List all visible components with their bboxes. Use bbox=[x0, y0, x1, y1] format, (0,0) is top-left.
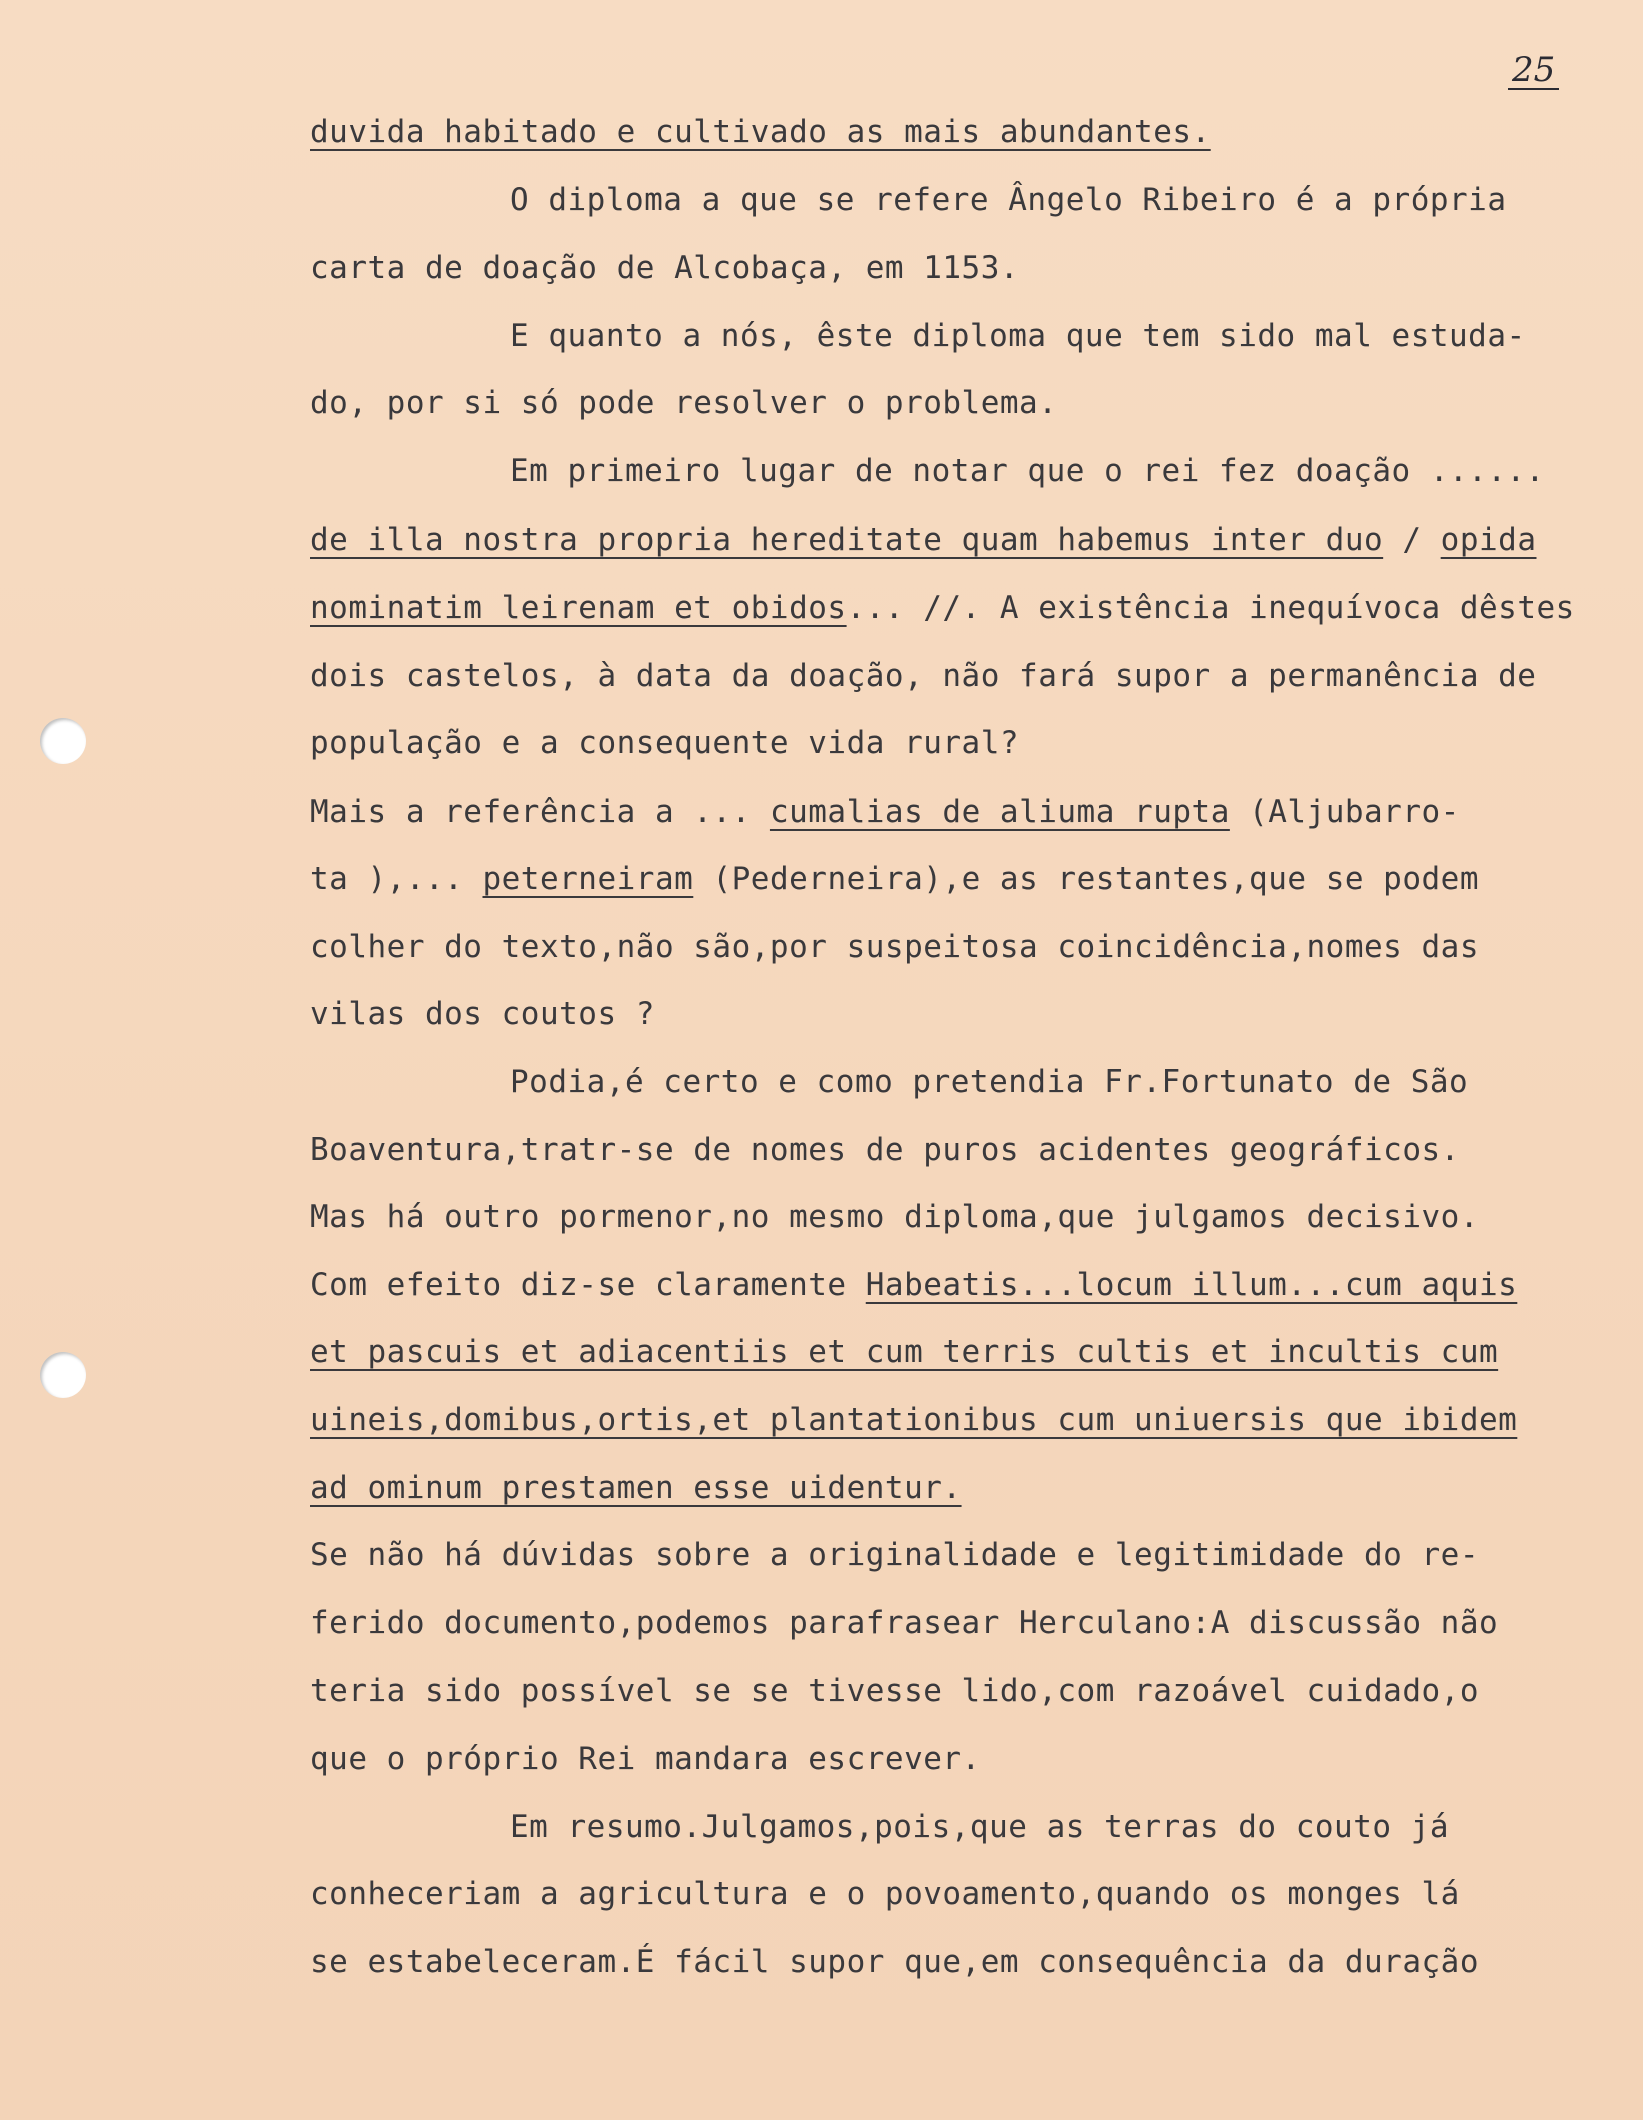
text-segment: / bbox=[1383, 522, 1441, 558]
text-line bbox=[510, 1807, 1449, 1847]
underlined-text: nominatim leirenam et obidos bbox=[310, 590, 847, 626]
text-segment: Mas há outro pormenor,no mesmo diploma,que julgamos decisivo. bbox=[310, 1199, 1479, 1235]
text-line bbox=[310, 723, 1019, 763]
text-line bbox=[510, 316, 1526, 356]
text-segment: se estabeleceram.É fácil supor que,em consequência da duração bbox=[310, 1944, 1479, 1980]
text-segment: teria sido possível se se tivesse lido,com razoável cuidado,o bbox=[310, 1673, 1479, 1709]
text-line bbox=[310, 248, 1019, 288]
text-segment: dois castelos, à data da doação, não fará supor a permanência de bbox=[310, 658, 1537, 694]
underlined-text: cumalias de aliuma rupta bbox=[769, 794, 1230, 830]
text-line bbox=[310, 1739, 981, 1779]
text-segment: Podia,é certo e como pretendia Fr.Fortunato de São bbox=[510, 1064, 1469, 1100]
text-segment: O diploma a que se refere Ângelo Ribeiro é a própria bbox=[510, 182, 1507, 218]
text-line bbox=[310, 859, 1479, 899]
text-segment: E quanto a nós, êste diploma que tem sido mal estuda- bbox=[510, 318, 1526, 354]
underlined-text: opida bbox=[1440, 522, 1537, 558]
text-line bbox=[310, 1400, 1517, 1440]
underlined-text: peterneiram bbox=[482, 861, 694, 897]
text-line bbox=[510, 1062, 1468, 1102]
text-segment: (Pederneira),e as restantes,que se podem bbox=[693, 861, 1480, 897]
text-segment: (Aljubarro- bbox=[1229, 794, 1460, 830]
punch-hole-top bbox=[40, 718, 86, 764]
text-line bbox=[310, 1535, 1479, 1575]
text-line bbox=[310, 1265, 1517, 1305]
text-line bbox=[310, 792, 1460, 832]
text-segment: ... //. A existência inequívoca dêstes bbox=[846, 590, 1575, 626]
text-line bbox=[310, 1874, 1460, 1914]
text-line bbox=[310, 994, 655, 1034]
text-line bbox=[310, 927, 1479, 967]
text-line bbox=[310, 1468, 962, 1508]
text-segment: do, por si só pode resolver o problema. bbox=[310, 385, 1058, 421]
underlined-text: Habeatis...locum illum...cum aquis bbox=[865, 1267, 1518, 1303]
text-line bbox=[310, 1130, 1460, 1170]
underlined-text: ad ominum prestamen esse uidentur. bbox=[310, 1470, 962, 1506]
punch-hole-bottom bbox=[40, 1352, 86, 1398]
text-segment: vilas dos coutos ? bbox=[310, 996, 655, 1032]
text-segment: Em resumo.Julgamos,pois,que as terras do couto já bbox=[510, 1809, 1450, 1845]
text-line bbox=[510, 180, 1507, 220]
text-segment: carta de doação de Alcobaça, em 1153. bbox=[310, 250, 1020, 286]
text-segment: Com efeito diz-se claramente bbox=[310, 1267, 866, 1303]
text-line bbox=[310, 1197, 1479, 1237]
underlined-text: uineis,domibus,ortis,et plantationibus cum uniuersis que ibidem bbox=[310, 1402, 1518, 1438]
text-line bbox=[310, 1603, 1498, 1643]
underlined-text: de illa nostra propria hereditate quam habemus inter duo bbox=[310, 522, 1384, 558]
text-segment: ferido documento,podemos parafrasear Herculano:A discussão não bbox=[310, 1605, 1499, 1641]
text-line bbox=[310, 588, 1575, 628]
text-line bbox=[310, 112, 1211, 152]
text-line bbox=[310, 1332, 1498, 1372]
text-segment: Boaventura,tratr-se de nomes de puros acidentes geográficos. bbox=[310, 1132, 1460, 1168]
text-line bbox=[310, 1671, 1479, 1711]
text-segment: que o próprio Rei mandara escrever. bbox=[310, 1741, 981, 1777]
text-segment: Mais a referência a ... bbox=[310, 794, 770, 830]
text-segment: população e a consequente vida rural? bbox=[310, 725, 1020, 761]
text-segment: conheceriam a agricultura e o povoamento,quando os monges lá bbox=[310, 1876, 1460, 1912]
text-segment: Se não há dúvidas sobre a originalidade e legitimidade do re- bbox=[310, 1537, 1479, 1573]
text-line bbox=[310, 383, 1057, 423]
text-line bbox=[510, 451, 1545, 491]
text-segment: colher do texto,não são,por suspeitosa coincidência,nomes das bbox=[310, 929, 1479, 965]
text-line bbox=[310, 656, 1536, 696]
underlined-text: et pascuis et adiacentiis et cum terris cultis et incultis cum bbox=[310, 1334, 1499, 1370]
page-number: 25 bbox=[1508, 52, 1559, 90]
text-segment: Em primeiro lugar de notar que o rei fez doação ...... bbox=[510, 453, 1545, 489]
text-line bbox=[310, 520, 1537, 560]
text-line bbox=[310, 1942, 1479, 1982]
underlined-text: duvida habitado e cultivado as mais abundantes. bbox=[310, 114, 1211, 150]
text-segment: ta ),... bbox=[310, 861, 483, 897]
